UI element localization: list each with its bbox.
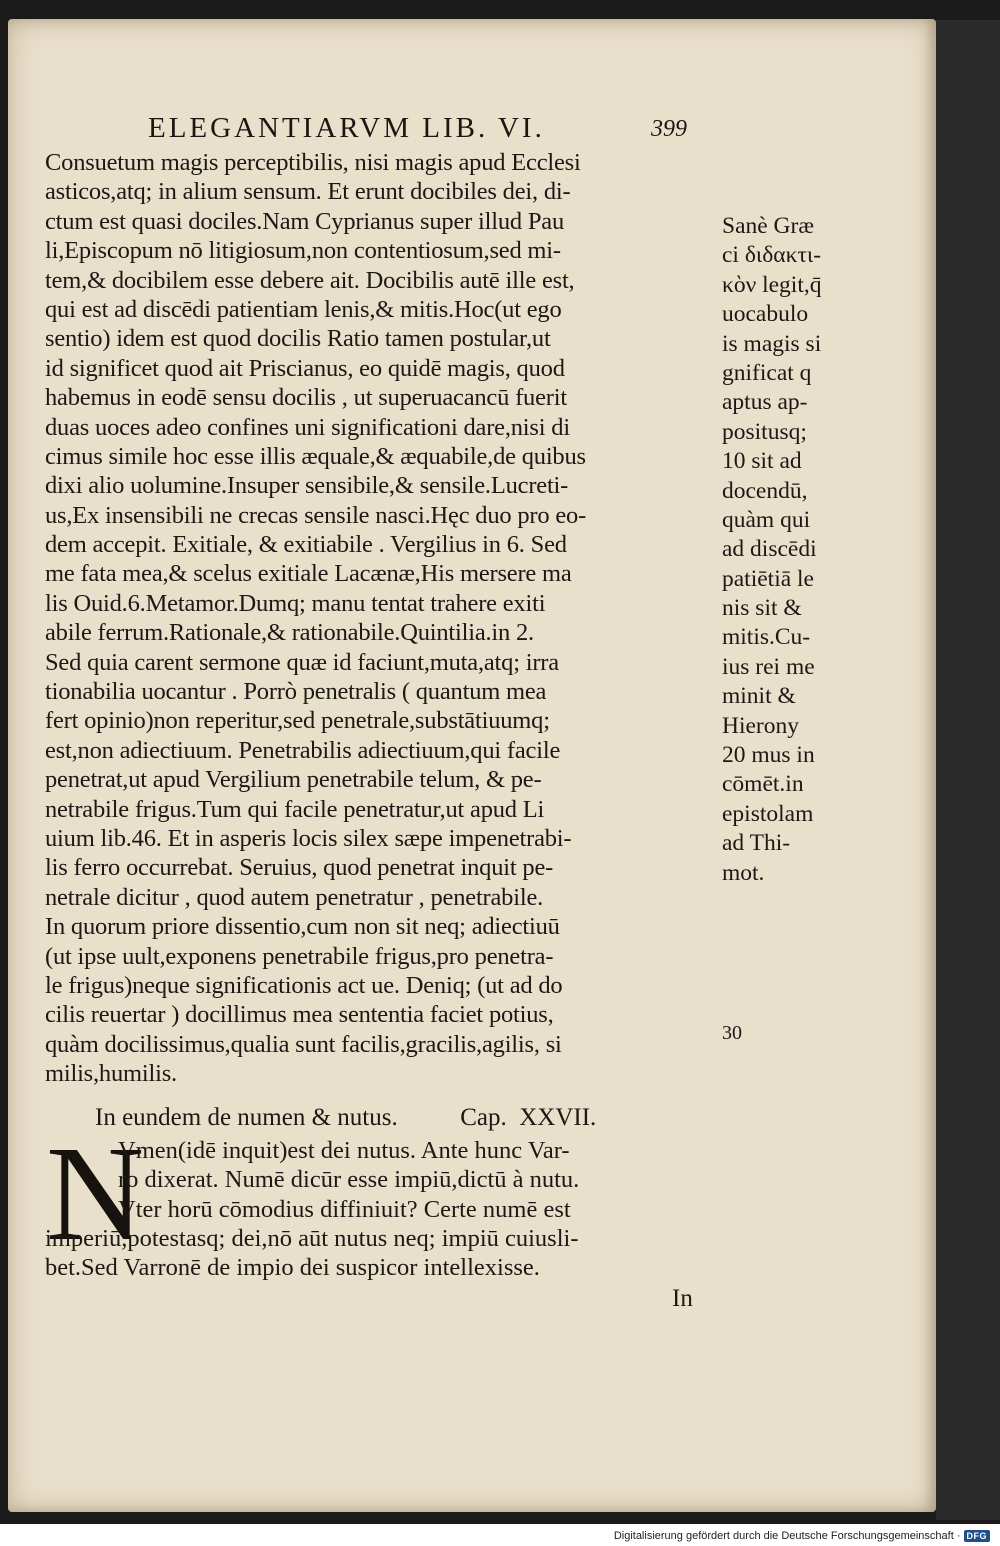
text-line: qui est ad discēdi patientiam lenis,& mitis.Hoc(ut ego xyxy=(45,295,562,323)
dfg-logo: DFG xyxy=(964,1530,991,1542)
footer-credit[interactable] xyxy=(614,1530,990,1542)
text-line: cilis reuertar ) docillimus mea sententia faciet potius, xyxy=(45,1001,554,1029)
footer-credit-text: Digitalisierung gefördert durch die Deutsche Forschungsgemeinschaft · xyxy=(613,1530,961,1542)
catchword: In xyxy=(672,1285,693,1312)
margin-line: ad discēdi xyxy=(722,536,817,563)
margin-line: ad Thi- xyxy=(722,830,791,857)
text-line: dem accepit. Exitiale, & exitiabile . Vergilius in 6. Sed xyxy=(45,531,567,559)
margin-line: uocabulo xyxy=(722,301,809,328)
text-line: id significet quod ait Priscianus, eo quidē magis, quod xyxy=(45,354,565,382)
text-line: penetrat,ut apud Vergilium penetrabile telum, & pe- xyxy=(45,766,542,794)
chapter-text xyxy=(45,1224,715,1283)
margin-line: Hierony xyxy=(722,712,800,739)
margin-line: aptus ap- xyxy=(722,389,808,416)
text-line: est,non adiectiuum. Penetrabilis adiectiuum,qui facile xyxy=(45,736,561,764)
margin-line: 20 mus in xyxy=(722,742,815,769)
margin-line: is magis si xyxy=(722,330,822,357)
margin-line: positusq; xyxy=(722,418,807,445)
margin-line-number: 30 xyxy=(722,1022,742,1044)
page-number: 399 xyxy=(651,116,687,142)
text-line: duas uoces adeo confines uni significationi dare,nisi di xyxy=(45,413,570,441)
margin-line: patiētiā le xyxy=(722,565,814,592)
text-line: Vter horū cōmodius diffiniuit? Certe numē est xyxy=(118,1195,571,1223)
text-line: Consuetum magis perceptibilis, nisi magis apud Ecclesi xyxy=(45,149,581,176)
text-line: li,Episcopum nō litigiosum,non contentiosum,sed mi- xyxy=(45,237,561,265)
text-line: Sed quia carent sermone quæ id faciunt,muta,atq; irra xyxy=(45,648,559,676)
text-line: lis ferro occurrebat. Seruius, quod penetrat inquit pe- xyxy=(45,854,554,882)
chapter-heading: In eundem de numen & nutus. Cap. XXVII. xyxy=(95,1104,597,1131)
margin-line: mitis.Cu- xyxy=(722,624,811,651)
margin-line: 10 sit ad xyxy=(722,448,802,475)
running-head: ELEGANTIARVM LIB. VI. xyxy=(148,112,545,144)
text-line: tem,& docibilem esse debere ait. Docibilis autē ille est, xyxy=(45,266,575,294)
text-line: dixi alio uolumine.Insuper sensibile,& sensile.Lucreti- xyxy=(45,472,569,500)
text-line: habemus in eodē sensu docilis , ut superuacancū fuerit xyxy=(45,384,567,412)
text-line: Vmen(idē inquit)est dei nutus. Ante hunc Var- xyxy=(118,1137,570,1164)
text-line: me fata mea,& scelus exitiale Lacænæ,His mersere ma xyxy=(45,560,572,588)
margin-line: gnificat q xyxy=(722,359,812,386)
text-line: fert opinio)non reperitur,sed penetrale,substātiuumq; xyxy=(45,707,550,735)
body-text xyxy=(45,148,715,1089)
margin-line: minit & xyxy=(722,683,796,710)
text-line: us,Ex insensibili ne crecas sensile nasci.Hęc duo pro eo- xyxy=(45,501,587,529)
text-line: asticos,atq; in alium sensum. Et erunt docibiles dei, di- xyxy=(45,178,571,206)
text-line: netrale dicitur , quod autem penetratur , penetrabile. xyxy=(45,883,544,911)
margin-line: nis sit & xyxy=(722,595,802,622)
text-line: lis Ouid.6.Metamor.Dumq; manu tentat trahere exiti xyxy=(45,589,546,617)
margin-line: epistolam xyxy=(722,800,814,827)
text-line: ctum est quasi dociles.Nam Cyprianus super illud Pau xyxy=(45,207,564,235)
text-line: In quorum priore dissentio,cum non sit neq; adiectiuū xyxy=(45,913,560,941)
margin-line: ci διδακτι- xyxy=(722,242,822,269)
marginal-note xyxy=(722,212,862,888)
text-line: quàm docilissimus,qualia sunt facilis,gracilis,agilis, si xyxy=(45,1030,562,1058)
text-line: tionabilia uocantur . Porrò penetralis ( quantum mea xyxy=(45,678,547,706)
margin-line: quàm qui xyxy=(722,506,811,533)
text-line: netrabile frigus.Tum qui facile penetratur,ut apud Li xyxy=(45,795,545,823)
text-line: uium lib.46. Et in asperis locis silex sæpe impenetrabi- xyxy=(45,824,572,852)
drop-cap-initial: N xyxy=(46,1119,145,1269)
margin-line: Sanè Græ xyxy=(722,213,815,239)
text-line: cimus simile hoc esse illis æquale,& æquabile,de quibus xyxy=(45,442,586,470)
text-line: le frigus)neque significationis act ue. Deniq; (ut ad do xyxy=(45,971,563,999)
text-line: sentio) idem est quod docilis Ratio tamen postular,ut xyxy=(45,325,551,353)
text-line: imperiū,potestasq; dei,nō aūt nutus neq; impiū cuiusli- xyxy=(45,1225,579,1252)
margin-line: mot. xyxy=(722,859,765,886)
margin-line: cōmēt.in xyxy=(722,771,804,798)
margin-line: ius rei me xyxy=(722,653,815,680)
margin-line: κὸν legit,q̄ xyxy=(722,271,822,298)
text-line: ro dixerat. Numē dicūr esse impiū,dictū à nutu. xyxy=(118,1166,580,1194)
scan-edge xyxy=(936,20,1000,1520)
text-line: bet.Sed Varronē de impio dei suspicor intellexisse. xyxy=(45,1254,540,1282)
text-line: milis,humilis. xyxy=(45,1060,177,1088)
text-line: (ut ipse uult,exponens penetrabile frigus,pro penetra- xyxy=(45,942,554,970)
chapter-text-indented xyxy=(118,1136,718,1224)
margin-line: docendū, xyxy=(722,477,808,504)
text-line: abile ferrum.Rationale,& rationabile.Quintilia.in 2. xyxy=(45,619,534,647)
